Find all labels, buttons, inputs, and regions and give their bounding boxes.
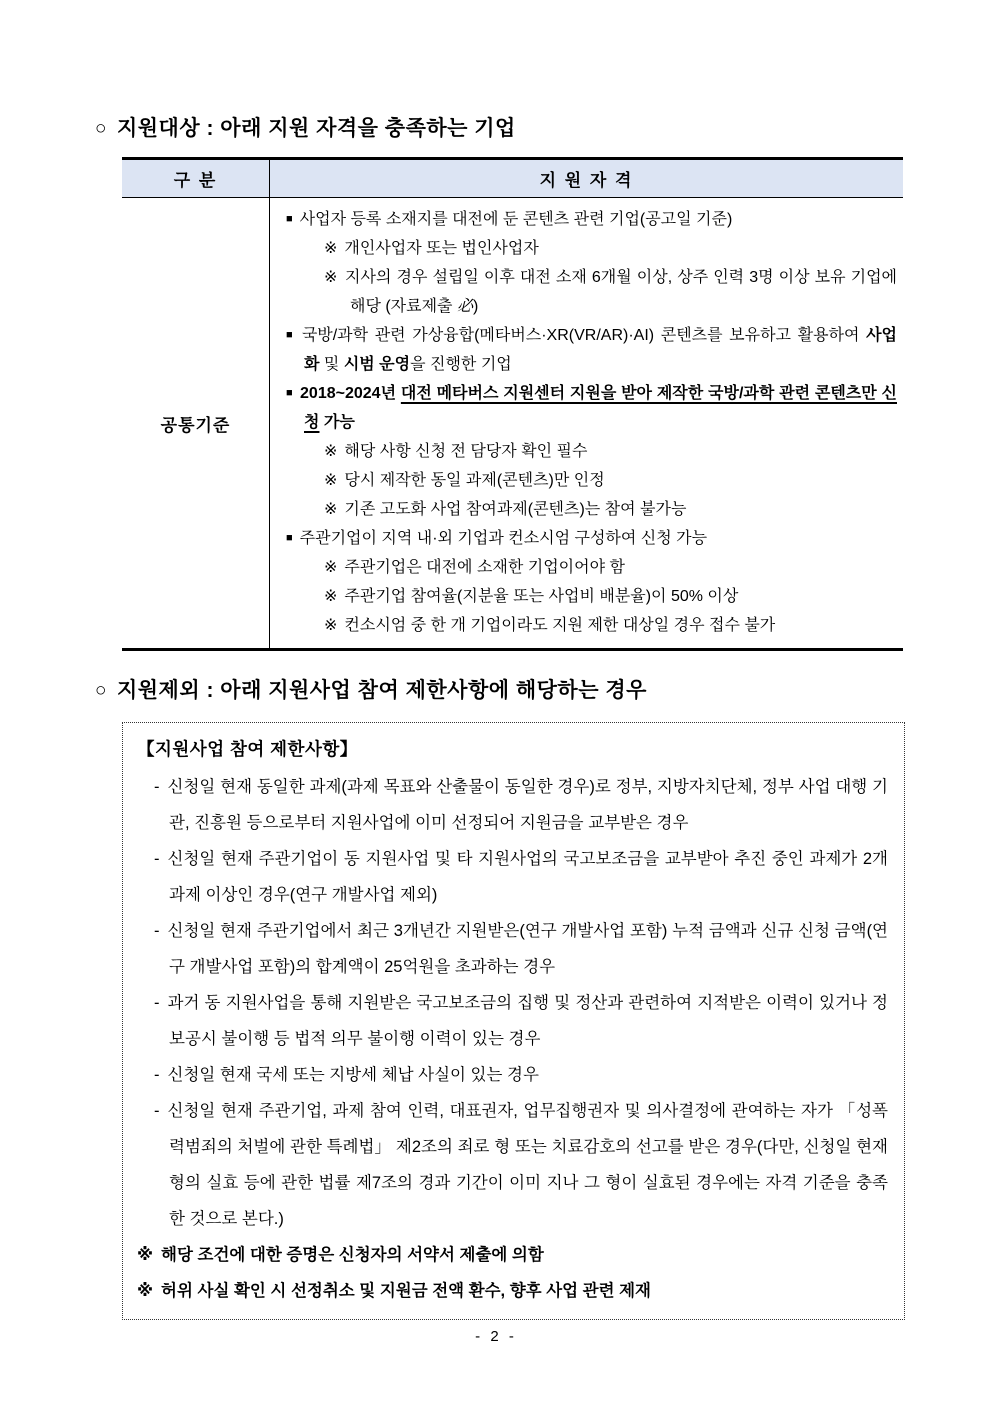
- list-item: [278, 582, 897, 611]
- reference-mark-icon: ※: [137, 1282, 154, 1300]
- text-segment: 가능: [319, 414, 355, 431]
- list-item: [278, 466, 897, 495]
- reference-mark-icon: ※: [324, 501, 338, 518]
- reference-mark-icon: ※: [324, 240, 338, 257]
- list-item: [137, 913, 888, 985]
- text-segment: 해당 조건에 대한 증명은 신청자의 서약서 제출에 의함: [161, 1246, 544, 1264]
- qualification-table: [122, 157, 903, 651]
- section-support-heading: [95, 112, 516, 142]
- circle-bullet-icon: ○: [95, 680, 107, 701]
- text-segment: 신청일 현재 동일한 과제(과제 목표와 산출물이 동일한 경우)로 정부, 지방자치단체, 정부 사업 대행 기관, 진흥원 등으로부터 지원사업에 이미 선정되어 지원금을 교부받은 경우: [167, 778, 888, 832]
- text-segment: 허위 사실 확인 시 선정취소 및 지원금 전액 환수, 향후 사업 관련 제재: [161, 1282, 651, 1300]
- list-item: [137, 985, 888, 1057]
- text-segment: 당시 제작한 동일 과제(콘텐츠)만 인정: [344, 472, 605, 489]
- exclusion-box-title: 【지원사업 참여 제한사항】: [137, 739, 358, 759]
- list-item: [278, 437, 897, 466]
- list-item: [278, 321, 897, 379]
- table-header-qualification: 지 원 자 격: [539, 171, 634, 190]
- exclusion-box: [122, 722, 905, 1320]
- reference-mark-icon: ※: [324, 617, 338, 634]
- list-item: [137, 1273, 888, 1309]
- dash-bullet-icon: -: [154, 922, 160, 940]
- list-item: [278, 495, 897, 524]
- text-segment: 개인사업자 또는 법인사업자: [344, 240, 539, 257]
- list-item: [137, 841, 888, 913]
- text-segment: 기존 고도화 사업 참여과제(콘텐츠)는 참여 불가능: [344, 501, 687, 518]
- dash-bullet-icon: -: [154, 1066, 160, 1084]
- text-segment: 을 진행한 기업: [410, 356, 512, 373]
- reference-mark-icon: ※: [137, 1246, 154, 1264]
- list-item: [278, 611, 897, 640]
- list-item: [137, 1093, 888, 1237]
- list-item: [278, 263, 897, 321]
- square-bullet-icon: ■: [286, 213, 293, 225]
- dash-bullet-icon: -: [154, 778, 160, 796]
- text-segment: 2018~2024년: [300, 385, 401, 402]
- qualification-item-list: [270, 198, 903, 648]
- reference-mark-icon: ※: [324, 559, 338, 576]
- text-segment: 신청일 현재 주관기업, 과제 참여 인력, 대표권자, 업무집행권자 및 의사결정에 관여하는 자가 「성폭력범죄의 처벌에 관한 특례법」 제2조의 죄로 형 또는 치료감호의 선고를 받은 경우(다만, 신청일 현재 형의 실효 등에 관한 법률 제7조의 경과 기간이 이미 지나 그 형이 실효된 경우에는 자격 기준을 충족한 것으로 본다.): [167, 1102, 888, 1228]
- text-segment: ): [472, 298, 479, 315]
- text-segment: 사업화: [304, 327, 897, 373]
- text-segment: 신청일 현재 국세 또는 지방세 체납 사실이 있는 경우: [167, 1066, 539, 1084]
- square-bullet-icon: ■: [286, 387, 294, 399]
- section-exclusion-heading: [95, 674, 647, 704]
- text-segment: 시범 운영: [343, 356, 411, 373]
- reference-mark-icon: ※: [324, 472, 338, 489]
- dash-bullet-icon: -: [154, 1102, 160, 1120]
- list-item: [278, 379, 897, 437]
- table-header-row: [122, 160, 903, 198]
- text-segment: 및: [319, 356, 344, 373]
- table-header-category: 구 분: [122, 160, 270, 197]
- list-item: [137, 769, 888, 841]
- page-number: - 2 -: [475, 1328, 517, 1345]
- reference-mark-icon: ※: [324, 588, 338, 605]
- text-segment: 지사의 경우 설립일 이후 대전 소재 6개월 이상, 상주 인력 3명 이상 보유 기업에 해당 (자료제출: [345, 269, 897, 315]
- text-segment: 必: [456, 298, 473, 315]
- square-bullet-icon: ■: [286, 532, 293, 544]
- table-row-header: 공통기준: [122, 198, 270, 648]
- text-segment: 신청일 현재 주관기업이 동 지원사업 및 타 지원사업의 국고보조금을 교부받아 추진 중인 과제가 2개 과제 이상인 경우(연구 개발사업 제외): [167, 850, 888, 904]
- list-item: [137, 1057, 888, 1093]
- text-segment: 해당 사항 신청 전 담당자 확인 필수: [344, 443, 588, 460]
- dash-bullet-icon: -: [154, 994, 160, 1012]
- text-segment: 컨소시엄 중 한 개 기업이라도 지원 제한 대상일 경우 접수 불가: [344, 617, 776, 634]
- text-segment: 신청일 현재 주관기업에서 최근 3개년간 지원받은(연구 개발사업 포함) 누적 금액과 신규 신청 금액(연구 개발사업 포함)의 합계액이 25억원을 초과하는 경우: [167, 922, 888, 976]
- square-bullet-icon: ■: [286, 329, 295, 341]
- text-segment: 과거 동 지원사업을 통해 지원받은 국고보조금의 집행 및 정산과 관련하여 지적받은 이력이 있거나 정보공시 불이행 등 법적 의무 불이행 이력이 있는 경우: [167, 994, 888, 1048]
- list-item: [278, 234, 897, 263]
- text-segment: 국방/과학 관련 가상융합(메타버스·XR(VR/AR)·AI) 콘텐츠를 보유하고 활용하여: [301, 327, 867, 344]
- text-segment: 주관기업 참여율(지분율 또는 사업비 배분율)이 50% 이상: [344, 588, 739, 605]
- section-support-title: 지원대상 : 아래 지원 자격을 충족하는 기업: [116, 117, 516, 140]
- text-segment: 주관기업이 지역 내·외 기업과 컨소시엄 구성하여 신청 가능: [299, 530, 708, 547]
- text-segment: 사업자 등록 소재지를 대전에 둔 콘텐츠 관련 기업(공고일 기준): [299, 211, 733, 228]
- reference-mark-icon: ※: [324, 269, 339, 286]
- list-item: [278, 553, 897, 582]
- list-item: [278, 205, 897, 234]
- text-segment: 주관기업은 대전에 소재한 기업이어야 함: [344, 559, 625, 576]
- exclusion-item-list: [137, 769, 888, 1309]
- circle-bullet-icon: ○: [95, 118, 107, 139]
- table-body-row: [122, 198, 903, 648]
- reference-mark-icon: ※: [324, 443, 338, 460]
- list-item: [137, 1237, 888, 1273]
- list-item: [278, 524, 897, 553]
- section-exclusion-title: 지원제외 : 아래 지원사업 참여 제한사항에 해당하는 경우: [116, 679, 647, 702]
- dash-bullet-icon: -: [154, 850, 160, 868]
- text-segment: 대전 메타버스 지원센터 지원을 받아 제작한 국방/과학 관련 콘텐츠만 신청: [304, 385, 897, 431]
